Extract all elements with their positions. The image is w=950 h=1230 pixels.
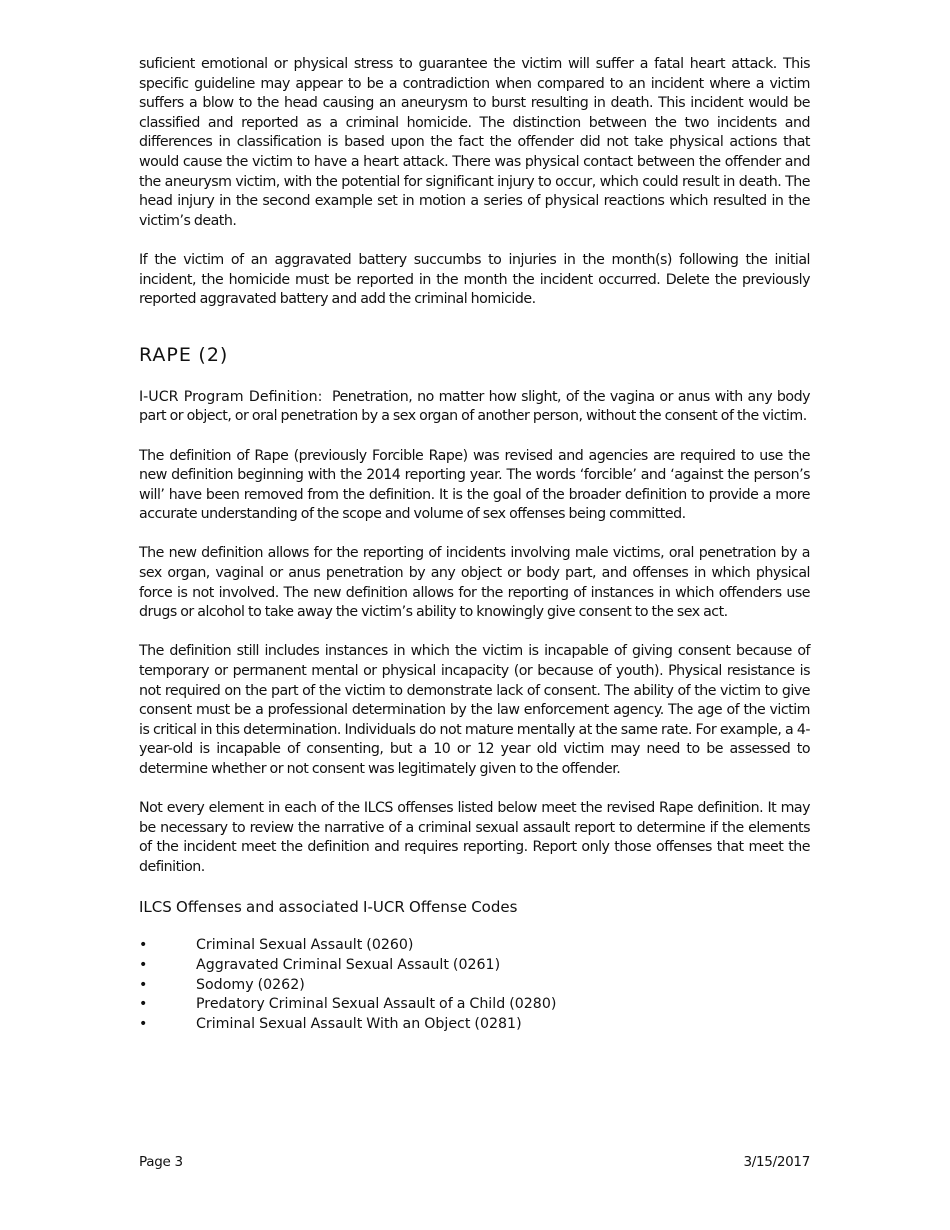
document-body [139,55,810,1035]
bullet: • [139,937,148,954]
definition-lead: I-UCR Program Definition: [139,388,323,405]
list-item [139,995,810,1015]
bullet: • [139,1015,148,1032]
paragraph-definition-revised: The definition of Rape (previously Forcible Rape) was revised and agencies are required to use the new definition beginning with the 2014 reporting year. The words ‘forcible’ and ‘against the person’s will’ have been removed from the definition. It is the goal of the broader definition to provide a more accurate understanding of the scope and volume of sex offenses being committed. [139,447,810,523]
paragraph-ilcs-note: Not every element in each of the ILCS offenses listed below meet the revised Rape definition. It may be necessary to review the narrative of a criminal sexual assault report to determine if the elements of the incident meet the definition and requires reporting. Report only those offenses that meet the definition. [139,800,810,875]
page-footer [139,1154,810,1170]
offenses-heading: ILCS Offenses and associated I-UCR Offense Codes [139,898,518,917]
bullet: • [139,996,148,1013]
offense-label: Criminal Sexual Assault (0260) [196,937,414,954]
footer-date: 3/15/2017 [743,1154,810,1170]
offense-label: Sodomy (0262) [196,976,305,993]
paragraph-homicide-distinction: suficient emotional or physical stress to guarantee the victim will suffer a fatal heart attack. This specific guideline may appear to be a contradiction when compared to an incident where a victim suffers a blow to the head causing an aneurysm to burst resulting in death. This incident would be classified and reported as a criminal homicide. The distinction between the two incidents and differences in classification is based upon the fact the offender did not take physical actions that would cause the victim to have a heart attack. There was physical contact between the offender and the aneurysm victim, with the potential for significant injury to occur, which could result in death. The head injury in the second example set in motion a series of physical reactions which resulted in the victim’s death. [139,56,810,229]
paragraph-new-definition: The new definition allows for the reporting of incidents involving male victims, oral penetration by a sex organ, vaginal or anus penetration by any object or body part, and offenses in which physical force is not involved. The new definition allows for the reporting of instances in which offenders use drugs or alcohol to take away the victim’s ability to knowingly give consent to the sex act. [139,545,810,621]
offense-label: Aggravated Criminal Sexual Assault (0261) [196,956,501,973]
bullet: • [139,956,148,973]
offense-label: Criminal Sexual Assault With an Object (0281) [196,1015,522,1032]
list-item [139,956,810,976]
offense-label: Predatory Criminal Sexual Assault of a Child (0280) [196,996,557,1013]
paragraph-consent: The definition still includes instances in which the victim is incapable of giving consent because of temporary or permanent mental or physical incapacity (or because of youth). Physical resistance is not required on the part of the victim to demonstrate lack of consent. The ability of the victim to give consent must be a professional determination by the law enforcement agency. The age of the victim is critical in this determination. Individuals do not mature mentally at the same rate. For example, a 4-year-old is incapable of consenting, but a 10 or 12 year old victim may need to be assessed to determine whether or not consent was legitimately given to the offender. [139,643,810,777]
section-heading-rape: RAPE (2) [139,343,229,366]
list-item [139,1015,810,1035]
list-item [139,936,810,956]
paragraph-aggravated-battery: If the victim of an aggravated battery succumbs to injuries in the month(s) following the initial incident, the homicide must be reported in the month the incident occurred. Delete the previously reported aggravated battery and add the criminal homicide. [139,251,810,308]
definition-text: Penetration, no matter how slight, of the vagina or anus with any body part or object, or oral penetration by a sex organ of another person, without the consent of the victim. [139,388,811,425]
list-item [139,976,810,996]
page-number: Page 3 [139,1154,183,1170]
paragraph-definition [139,388,810,427]
offense-list [139,936,810,1035]
bullet: • [139,976,148,993]
